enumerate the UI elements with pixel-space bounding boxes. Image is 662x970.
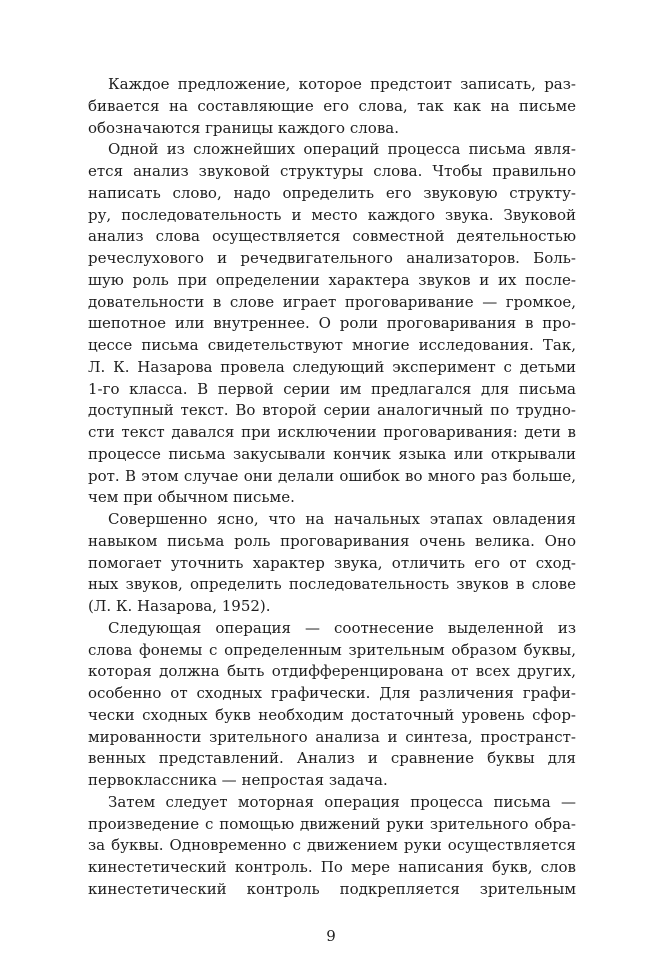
text-line: произведение с помощью движений руки зрительного обра- bbox=[88, 814, 576, 833]
text-line: кинестетический контроль подкрепляется зрительным bbox=[88, 879, 576, 898]
text-line: речеслухового и речедвигательного анализаторов. Боль- bbox=[88, 249, 576, 267]
text-line: Затем следует моторная операция процесса письма — bbox=[108, 792, 576, 811]
text-line: чем при обычном письме. bbox=[88, 488, 295, 507]
text-line: ру, последовательность и место каждого звука. Звуковой bbox=[88, 205, 576, 224]
text-line: (Л. К. Назарова, 1952). bbox=[88, 597, 271, 615]
text-line: особенно от сходных графически. Для различения графи- bbox=[88, 684, 576, 702]
text-line: сти текст давался при исключении проговаривания: дети в bbox=[88, 423, 576, 441]
text-line: ных звуков, определить последовательность звуков в слове bbox=[88, 575, 576, 594]
paragraph bbox=[88, 74, 576, 139]
text-line: Одной из сложнейших операций процесса письма явля- bbox=[108, 140, 576, 159]
text-line: венных представлений. Анализ и сравнение буквы для bbox=[88, 749, 576, 768]
text-line: обозначаются границы каждого слова. bbox=[88, 118, 399, 137]
text-line: рот. В этом случае они делали ошибок во много раз больше, bbox=[88, 466, 576, 485]
text-line: первоклассника — непростая задача. bbox=[88, 771, 388, 789]
text-line: кинестетический контроль. По мере написания букв, слов bbox=[88, 858, 576, 876]
text-line: помогает уточнить характер звука, отличить его от сход- bbox=[88, 553, 576, 572]
page-body-text bbox=[88, 74, 576, 901]
text-line: Совершенно ясно, что на начальных этапах овладения bbox=[108, 510, 576, 528]
text-line: 1-го класса. В первой серии им предлагался для письма bbox=[88, 379, 576, 398]
text-line: которая должна быть отдифференцирована от всех других, bbox=[88, 662, 576, 681]
text-line: анализ слова осуществляется совместной деятельностью bbox=[88, 227, 576, 246]
text-line: Л. К. Назарова провела следующий эксперимент с детьми bbox=[88, 357, 576, 376]
text-line: цессе письма свидетельствуют многие исследования. Так, bbox=[88, 336, 576, 354]
text-line: навыком письма роль проговаривания очень велика. Оно bbox=[88, 531, 576, 550]
text-line: Следующая операция — соотнесение выделенной из bbox=[108, 618, 576, 637]
paragraph bbox=[88, 139, 576, 509]
text-line: процессе письма закусывали кончик языка или открывали bbox=[88, 444, 576, 463]
text-line: довательности в слове играет проговаривание — громкое, bbox=[88, 292, 576, 311]
paragraph bbox=[88, 792, 576, 901]
text-line: слова фонемы с определенным зрительным образом буквы, bbox=[88, 640, 576, 659]
paragraph bbox=[88, 618, 576, 792]
text-line: доступный текст. Во второй серии аналогичный по трудно- bbox=[88, 401, 576, 420]
text-line: шепотное или внутреннее. О роли проговаривания в про- bbox=[88, 314, 576, 333]
text-line: чески сходных букв необходим достаточный уровень сфор- bbox=[88, 705, 576, 724]
text-line: написать слово, надо определить его звуковую структу- bbox=[88, 183, 576, 202]
text-line: Каждое предложение, которое предстоит записать, раз- bbox=[108, 75, 576, 93]
paragraph bbox=[88, 509, 576, 618]
text-line: ется анализ звуковой структуры слова. Чтобы правильно bbox=[88, 162, 576, 180]
page-number: 9 bbox=[326, 927, 336, 945]
text-line: шую роль при определении характера звуков и их после- bbox=[88, 270, 576, 289]
text-line: за буквы. Одновременно с движением руки осуществляется bbox=[88, 836, 576, 855]
text-line: бивается на составляющие его слова, так как на письме bbox=[88, 96, 576, 115]
text-line: мированности зрительного анализа и синтеза, пространст- bbox=[88, 727, 576, 746]
